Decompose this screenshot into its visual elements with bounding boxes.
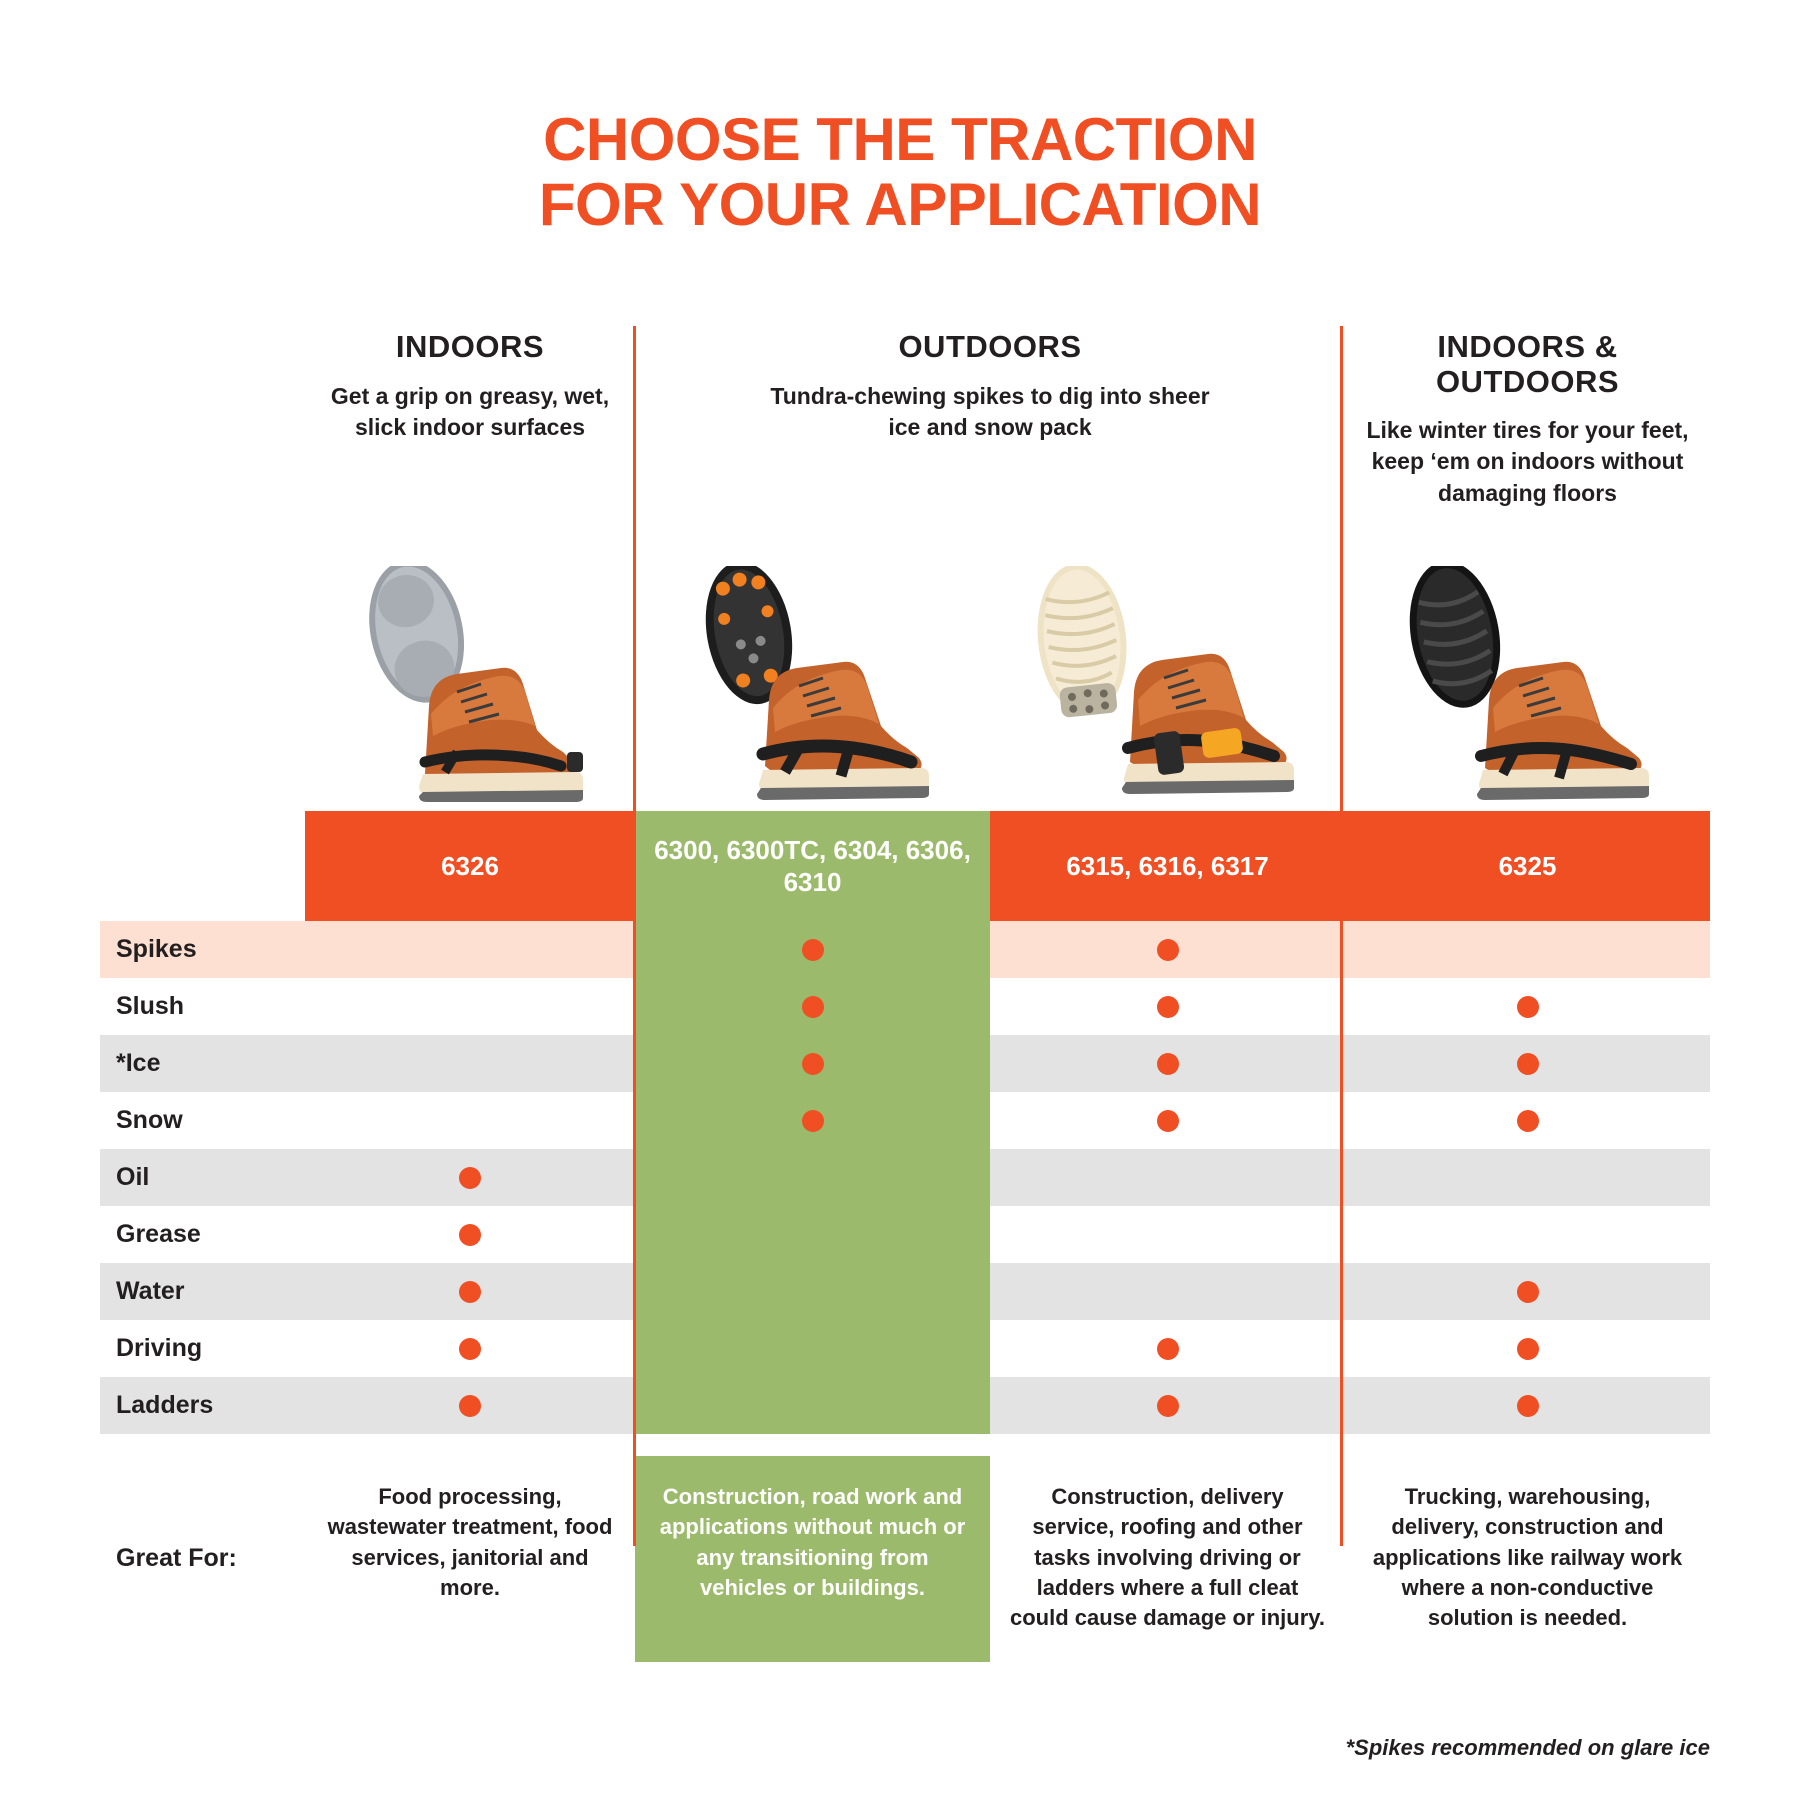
table-row <box>100 1092 1710 1149</box>
column-header-indoors-sub: Get a grip on greasy, wet, slick indoor surfaces <box>330 382 610 440</box>
feature-label-ladders: Ladders <box>116 1391 214 1419</box>
cell-driving-6300 <box>635 1320 990 1377</box>
column-header-indoors-title: INDOORS <box>395 329 545 364</box>
feature-matrix <box>100 921 1710 1434</box>
feature-label-grease: Grease <box>116 1220 201 1248</box>
cell-ice-6315 <box>990 1035 1345 1092</box>
dot-marker <box>1517 1338 1539 1360</box>
cell-slush-6315 <box>990 978 1345 1035</box>
dot-marker <box>1517 1281 1539 1303</box>
table-row <box>100 921 1710 978</box>
dot-marker <box>802 996 824 1018</box>
product-code-6326: 6326 <box>305 811 635 921</box>
feature-label-snow: Snow <box>116 1106 183 1134</box>
cell-grease-6326 <box>305 1206 635 1263</box>
cell-spikes-6300 <box>635 921 990 978</box>
cell-grease-6315 <box>990 1206 1345 1263</box>
dot-marker <box>459 1167 481 1189</box>
feature-label-oil: Oil <box>116 1163 150 1191</box>
product-image-6300-series <box>635 566 990 811</box>
cell-ice-6325 <box>1345 1035 1710 1092</box>
cell-slush-6300 <box>635 978 990 1035</box>
table-row <box>100 1035 1710 1092</box>
page-title <box>0 0 1800 238</box>
feature-label-spikes: Spikes <box>116 935 197 963</box>
header-spacer <box>100 326 305 509</box>
great-for-6326: Food processing, wastewater treatment, food services, janitorial and more. <box>327 1484 613 1601</box>
column-header-indoors <box>305 326 635 509</box>
cell-slush-6325 <box>1345 978 1710 1035</box>
dot-marker <box>1157 1395 1179 1417</box>
cell-snow-6315 <box>990 1092 1345 1149</box>
product-images-row <box>100 566 1710 811</box>
page-title-line2: FOR YOUR APPLICATION <box>538 170 1262 238</box>
cell-oil-6315 <box>990 1149 1345 1206</box>
dot-marker <box>1157 996 1179 1018</box>
divider-2 <box>1340 326 1343 1546</box>
cell-snow-6325 <box>1345 1092 1710 1149</box>
dot-marker <box>1157 1338 1179 1360</box>
dot-marker <box>459 1224 481 1246</box>
divider-1 <box>633 326 636 1546</box>
footnote: *Spikes recommended on glare ice <box>1345 1735 1710 1760</box>
feature-label-water: Water <box>116 1277 185 1305</box>
dot-marker <box>1157 939 1179 961</box>
product-code-row <box>100 811 1710 921</box>
cell-oil-6326 <box>305 1149 635 1206</box>
cell-oil-6300 <box>635 1149 990 1206</box>
cell-ladders-6300 <box>635 1377 990 1434</box>
cell-water-6315 <box>990 1263 1345 1320</box>
dot-marker <box>459 1281 481 1303</box>
table-row <box>100 1263 1710 1320</box>
table-row <box>100 1377 1710 1434</box>
dot-marker <box>1517 1110 1539 1132</box>
cell-water-6300 <box>635 1263 990 1320</box>
cell-water-6325 <box>1345 1263 1710 1320</box>
product-code-6300-series: 6300, 6300TC, 6304, 6306, 6310 <box>635 811 990 921</box>
cell-snow-6300 <box>635 1092 990 1149</box>
cell-driving-6325 <box>1345 1320 1710 1377</box>
feature-label-slush: Slush <box>116 992 185 1020</box>
column-header-outdoors-title: OUTDOORS <box>898 329 1082 364</box>
column-header-outdoors-sub: Tundra-chewing spikes to dig into sheer ice and snow pack <box>770 382 1210 440</box>
photo-spacer <box>100 566 305 811</box>
cell-snow-6326 <box>305 1092 635 1149</box>
great-for-label: Great For: <box>116 1544 237 1573</box>
cell-spikes-6326 <box>305 921 635 978</box>
page-title-line1: CHOOSE THE TRACTION <box>543 106 1257 173</box>
table-row <box>100 1206 1710 1263</box>
dot-marker <box>1157 1053 1179 1075</box>
table-row <box>100 1149 1710 1206</box>
table-row <box>100 978 1710 1035</box>
cell-water-6326 <box>305 1263 635 1320</box>
column-header-indoors-outdoors <box>1345 326 1710 509</box>
code-spacer <box>100 811 305 921</box>
product-code-6325: 6325 <box>1345 811 1710 921</box>
cell-ice-6300 <box>635 1035 990 1092</box>
feature-label-ice: *Ice <box>116 1049 161 1077</box>
feature-label-driving: Driving <box>116 1334 203 1362</box>
cell-spikes-6325 <box>1345 921 1710 978</box>
dot-marker <box>459 1338 481 1360</box>
cell-ladders-6315 <box>990 1377 1345 1434</box>
dot-marker <box>802 1053 824 1075</box>
cell-ladders-6325 <box>1345 1377 1710 1434</box>
comparison-grid <box>100 326 1710 1662</box>
great-for-6315-6316-6317: Construction, delivery service, roofing and other tasks involving driving or ladders where a full cleat could cause damage or injury. <box>1009 1484 1325 1631</box>
dot-marker <box>1517 1395 1539 1417</box>
great-for-6300-series: Construction, road work and applications without much or any transitioning from vehicles or buildings. <box>635 1456 990 1662</box>
cell-ice-6326 <box>305 1035 635 1092</box>
dot-marker <box>802 1110 824 1132</box>
column-headers <box>100 326 1710 566</box>
dot-marker <box>1157 1110 1179 1132</box>
great-for-row <box>100 1456 1710 1662</box>
product-image-6326 <box>305 566 635 811</box>
product-code-6315-6316-6317: 6315, 6316, 6317 <box>990 811 1345 921</box>
cell-driving-6326 <box>305 1320 635 1377</box>
cell-grease-6300 <box>635 1206 990 1263</box>
column-header-indoors-outdoors-sub: Like winter tires for your feet, keep ‘em on indoors without damaging floors <box>1366 417 1689 506</box>
dot-marker <box>1517 996 1539 1018</box>
product-image-6325 <box>1345 566 1710 811</box>
great-for-6325: Trucking, warehousing, delivery, construction and applications like railway work where a non-conductive solution is needed. <box>1372 1484 1683 1631</box>
column-header-outdoors <box>635 326 1345 509</box>
cell-slush-6326 <box>305 978 635 1035</box>
dot-marker <box>1517 1053 1539 1075</box>
dot-marker <box>802 939 824 961</box>
column-header-indoors-outdoors-title: INDOORS & OUTDOORS <box>1435 329 1620 399</box>
product-image-6315-6316-6317 <box>990 566 1345 811</box>
cell-spikes-6315 <box>990 921 1345 978</box>
cell-ladders-6326 <box>305 1377 635 1434</box>
cell-grease-6325 <box>1345 1206 1710 1263</box>
cell-oil-6325 <box>1345 1149 1710 1206</box>
dot-marker <box>459 1395 481 1417</box>
cell-driving-6315 <box>990 1320 1345 1377</box>
table-row <box>100 1320 1710 1377</box>
